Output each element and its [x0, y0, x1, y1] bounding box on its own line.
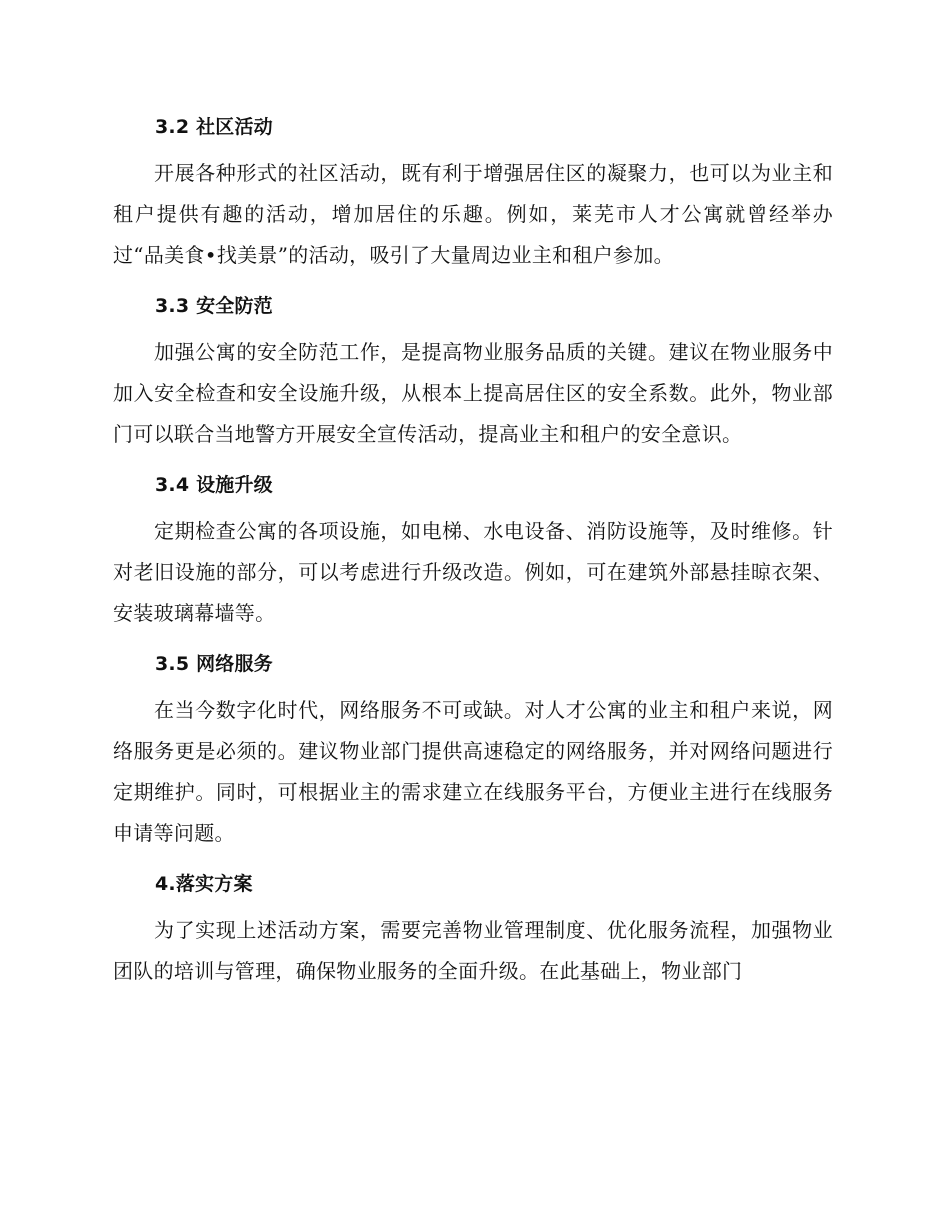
section-heading-facility-upgrade: 3.4 设施升级	[155, 474, 273, 496]
section-paragraph-facility-upgrade: 定期检查公寓的各项设施，如电梯、水电设备、消防设施等，及时维修。针对老旧设施的部分，可以考虑进行升级改造。例如，可在建筑外部悬挂晾衣架、安装玻璃幕墙等。	[113, 519, 833, 625]
section-paragraph-implementation-plan: 为了实现上述活动方案，需要完善物业管理制度、优化服务流程，加强物业团队的培训与管理，确保物业服务的全面升级。在此基础上，物业部门	[113, 918, 833, 983]
section-heading-network-service: 3.5 网络服务	[155, 653, 273, 675]
section-paragraph-community-activities: 开展各种形式的社区活动，既有利于增强居住区的凝聚力，也可以为业主和租户提供有趣的活动，增加居住的乐趣。例如，莱芜市人才公寓就曾经举办过“品美食•找美景”的活动，吸引了大量周边业主和租户参加。	[113, 161, 833, 267]
section-heading-implementation-plan: 4.落实方案	[155, 873, 253, 895]
section-paragraph-network-service: 在当今数字化时代，网络服务不可或缺。对人才公寓的业主和租户来说，网络服务更是必须的。建议物业部门提供高速稳定的网络服务，并对网络问题进行定期维护。同时，可根据业主的需求建立在线服务平台，方便业主进行在线服务申请等问题。	[113, 698, 833, 845]
document-body	[113, 107, 833, 1002]
section-heading-security: 3.3 安全防范	[155, 295, 273, 317]
section-heading-community-activities: 3.2 社区活动	[155, 116, 273, 138]
section-paragraph-security: 加强公寓的安全防范工作，是提高物业服务品质的关键。建议在物业服务中加入安全检查和安全设施升级，从根本上提高居住区的安全系数。此外，物业部门可以联合当地警方开展安全宣传活动，提高业主和租户的安全意识。	[113, 340, 833, 446]
